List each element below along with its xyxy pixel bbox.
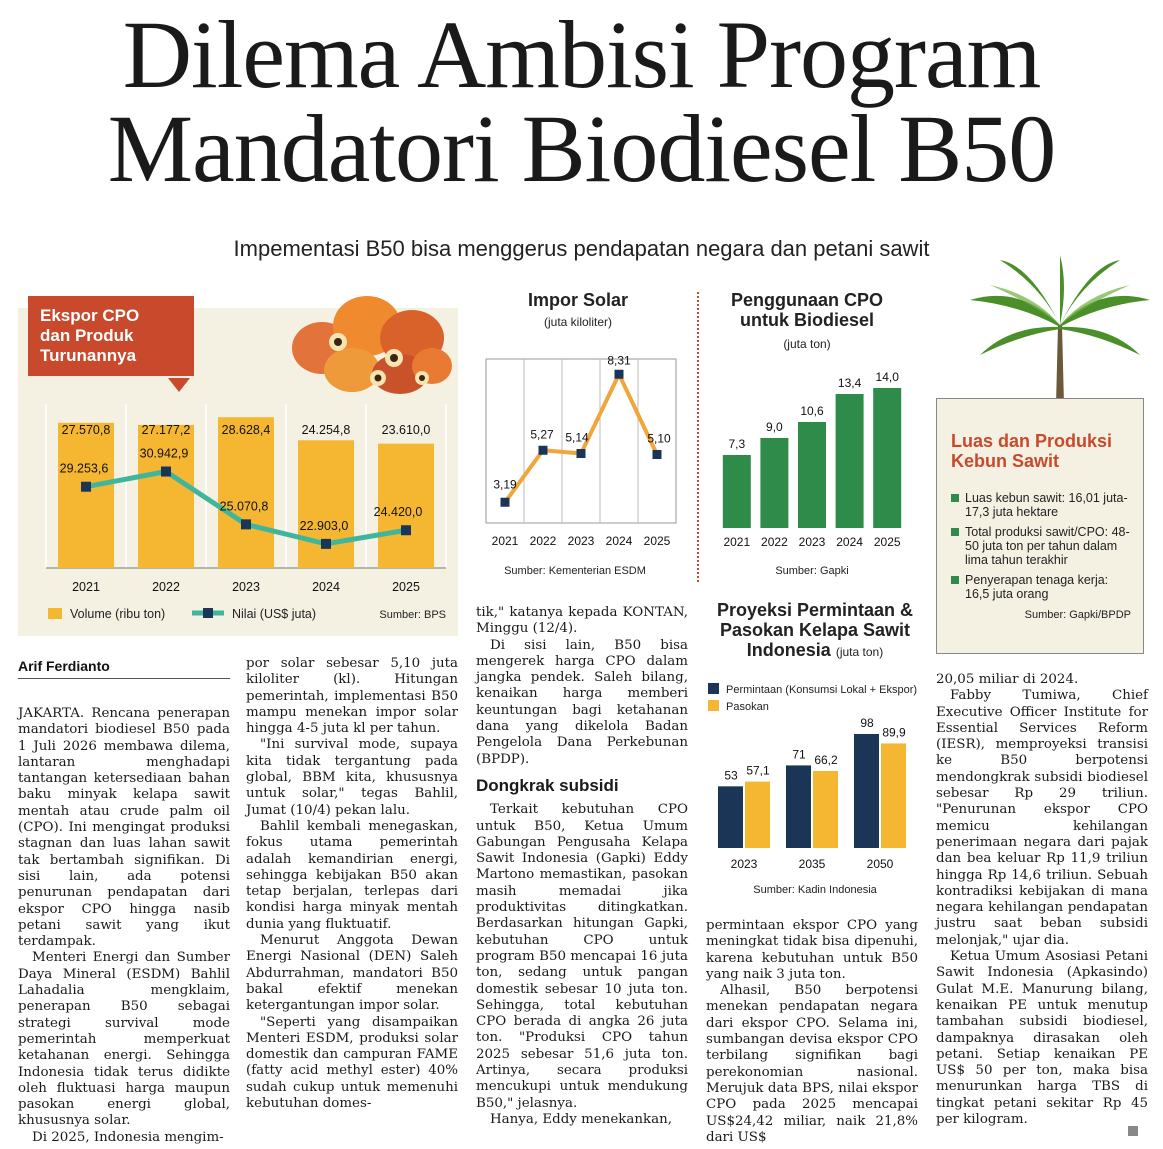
cpo-usage-chart	[712, 360, 912, 555]
legend-marker-value	[203, 608, 213, 618]
section-subheading: Dongkrak subsidi	[476, 775, 619, 795]
end-mark-icon	[1128, 1126, 1138, 1136]
x-tick-label: 2025	[392, 580, 420, 594]
paragraph: Menteri Energi dan Sumber Daya Mineral (ESDM) Bahlil Lahadalia mengklaim, penerapan B50 sebagai strategi survival mode pemerintah memperkuat ketahanan energi. Sehingga Indonesia tidak terus didikte oleh fluktuasi harga maupun pasokan energi global, khususnya solar.	[18, 950, 230, 1129]
infobox-title-line-1: Luas dan Produksi	[951, 431, 1113, 451]
bar-supply	[745, 782, 770, 848]
headline-line-2: Mandatori Biodiesel B50	[107, 95, 1056, 202]
legend-label-value: Nilai (US$ juta)	[232, 607, 317, 621]
line-value-label: 3,19	[493, 477, 517, 492]
bar	[798, 422, 826, 528]
chart-divider	[697, 292, 699, 582]
line-value-label: 5,10	[647, 431, 671, 446]
x-tick-label: 2024	[312, 580, 340, 594]
cpo-usage-title-line-2: untuk Biodiesel	[739, 310, 874, 330]
bar	[58, 423, 114, 568]
export-title-line-2: dan Produk	[40, 326, 134, 345]
x-tick-label: 2024	[605, 534, 633, 548]
infobox-title-line-2: Kebun Sawit	[951, 451, 1060, 471]
bar-value-label: 23.610,0	[381, 423, 431, 437]
infobox-source: Sumber: Gapki/BPDP	[1024, 609, 1131, 621]
legend-label-volume: Volume (ribu ton)	[70, 607, 166, 621]
line-marker	[615, 370, 624, 379]
headline-line-1: Dilema Ambisi Program	[122, 1, 1041, 108]
article-column-3	[476, 605, 688, 1128]
bar-value-label: 89,9	[882, 725, 906, 740]
projection-chart-source: Sumber: Kadin Indonesia	[753, 884, 877, 896]
solar-chart-title: Impor Solar	[527, 290, 629, 310]
x-tick-label: 2023	[567, 534, 595, 548]
x-tick-label: 2024	[836, 535, 863, 549]
bar-value-label: 27.177,2	[141, 423, 191, 437]
infobox-title	[951, 431, 1131, 471]
cpo-usage-title-line-1: Penggunaan CPO	[730, 290, 883, 310]
line-value-label: 5,14	[565, 430, 589, 445]
line-value-label: 25.070,8	[219, 499, 269, 514]
projection-chart-unit: (juta ton)	[835, 645, 884, 659]
line-marker	[577, 449, 586, 458]
line-marker	[653, 450, 662, 459]
paragraph: Bahlil kembali menegaskan, fokus utama pemerintah adalah kemandirian energi, sehingga kebijakan B50 akan tetap berjalan, terlepas dari kondisi harga minyak mentah dunia yang fluktuatif.	[246, 818, 458, 932]
article-column-4	[706, 918, 918, 1146]
x-tick-label: 2022	[761, 535, 788, 549]
line-value-label: 22.903,0	[299, 518, 349, 533]
paragraph: JAKARTA. Rencana penerapan mandatori biodiesel B50 pada 1 Juli 2026 membawa dilema, lantaran menghadapi tantangan ketersediaan bahan baku minyak kelapa sawit mentah atau crude palm oil (CPO). Ini mengingat produksi stagnan dan luas lahan sawit tak bertambah signifikan. Di sisi lain, ada potensi penurunan pendapatan dari ekspor CPO hingga nasib petani sawit yang ikut terdampak.	[18, 706, 230, 950]
x-tick-label: 2025	[643, 534, 671, 548]
line-value-label: 24.420,0	[373, 505, 423, 520]
x-tick-label: 2023	[798, 535, 826, 549]
bar-value-label: 53	[724, 768, 738, 783]
palm-tree-illustration	[960, 255, 1160, 405]
bar	[873, 388, 901, 528]
solar-chart	[482, 355, 682, 555]
paragraph: 20,05 miliar di 2024.	[936, 672, 1079, 687]
bar-demand	[854, 734, 879, 848]
paragraph: Fabby Tumiwa, Chief Executive Officer Institute for Essential Services Reform (IESR), memproyeksi transisi ke B50 berpotensi mendongkrak subsidi biodiesel sebesar Rp 29 triliun. "Penurunan ekspor CPO memicu kehilangan penerimaan negara dari pajak dan bea keluar Rp 11,9 triliun hingga Rp 14,6 triliun. Sebuah kontradiksi kebijakan di mana negara kehilangan pendapatan justru saat beban subsidi melonjak," ujar dia.	[936, 688, 1148, 948]
bar-value-label: 27.570,8	[61, 423, 111, 437]
cpo-usage-chart-title	[712, 290, 902, 330]
line-marker	[241, 519, 251, 529]
bar	[836, 394, 864, 528]
paragraph: tik," katanya kepada KONTAN, Minggu (12/4).	[476, 605, 688, 637]
headline	[0, 1, 1163, 202]
legend-label-supply: Pasokan	[726, 701, 769, 713]
bar	[760, 438, 788, 528]
x-tick-label: 2023	[730, 857, 758, 871]
export-title-line-3: Turunannya	[40, 346, 137, 365]
chart-source: Sumber: BPS	[379, 609, 446, 621]
line-marker	[401, 525, 411, 535]
projection-title-line-2: Pasokan Kelapa Sawit	[719, 620, 911, 640]
byline: Arif Ferdianto	[18, 658, 110, 674]
paragraph: Menurut Anggota Dewan Energi Nasional (DEN) Saleh Abdurrahman, mandatori B50 bakal efektif menekan ketergantungan impor solar.	[246, 933, 458, 1014]
bar-value-label: 28.628,4	[221, 423, 271, 437]
line-value-label: 5,27	[530, 427, 554, 442]
x-tick-label: 2022	[529, 534, 557, 548]
cpo-usage-chart-source: Sumber: Gapki	[775, 565, 849, 577]
bar-value-label: 10,6	[800, 404, 824, 418]
paragraph: permintaan ekspor CPO yang meningkat tidak bisa dipenuhi, karena kebutuhan untuk B50 yang naik 3 juta ton.	[706, 918, 918, 982]
legend-label-demand: Permintaan (Konsumsi Lokal + Ekspor)	[726, 684, 918, 696]
x-tick-label: 2025	[873, 535, 901, 549]
paragraph: Ketua Umum Asosiasi Petani Sawit Indonesia (Apkasindo) Gulat M.E. Manurung bilang, kenaikan PE untuk menutup tambahan subsidi biodiesel, dampaknya dirasakan oleh petani. Setiap kenaikan PE US$ 50 per ton, maka bisa menurunkan harga TBS di tingkat petani sekitar Rp 45 per kilogram.	[936, 949, 1148, 1128]
x-tick-label: 2022	[152, 580, 180, 594]
bar-demand	[786, 765, 811, 848]
line-value-label: 30.942,9	[139, 446, 189, 461]
paragraph: Alhasil, B50 berpotensi menekan pendapatan negara dari ekspor CPO. Selama ini, sumbangan devisa ekspor CPO terbilang signifikan bagi perekonomian nasional. Merujuk data BPS, nilai ekspor CPO pada 2025 mencapai US$24,42 miliar, naik 21,8% dari US$	[706, 983, 918, 1145]
export-chart-title	[28, 296, 194, 376]
line-marker	[501, 498, 510, 507]
export-title-pointer	[168, 378, 190, 392]
projection-title-line-3: Indonesia	[746, 640, 831, 660]
bar-value-label: 57,1	[746, 763, 770, 778]
bar-supply	[813, 771, 838, 848]
x-tick-label: 2035	[798, 857, 826, 871]
x-tick-label: 2050	[866, 857, 894, 871]
line-value-label: 29.253,6	[59, 461, 109, 476]
projection-chart	[700, 676, 930, 906]
legend-swatch-demand	[708, 683, 719, 694]
x-tick-label: 2021	[491, 534, 519, 548]
bar-value-label: 14,0	[875, 370, 899, 384]
article-column-2	[246, 656, 458, 1112]
bar-value-label: 66,2	[814, 752, 838, 767]
paragraph: Di 2025, Indonesia mengim-	[32, 1129, 224, 1145]
bar-value-label: 7,3	[728, 437, 746, 451]
infobox-item-text: Luas kebun sawit: 16,01 juta-17,3 juta hektare	[965, 491, 1128, 519]
bullet-icon	[951, 494, 959, 502]
paragraph: "Ini survival mode, supaya kita tidak tergantung pada global, BBM kita, khususnya untuk solar," tegas Bahlil, Jumat (10/4) pekan lalu.	[246, 737, 458, 818]
projection-title-line-1: Proyeksi Permintaan &	[716, 600, 914, 620]
bullet-icon	[951, 576, 959, 584]
infobox-item	[951, 525, 1131, 567]
paragraph: Di sisi lain, B50 bisa mengerek harga CPO dalam jangka pendek. Saleh bilang, kenaikan harga memberi keuntungan bagi ketahanan dana yang dikelola Badan Pengelola Dana Perkebunan (BPDP).	[476, 637, 688, 767]
bar-supply	[881, 743, 906, 848]
line-marker	[321, 539, 331, 549]
export-title-line-1: Ekspor CPO	[40, 306, 140, 325]
line-marker	[539, 446, 548, 455]
line-marker	[161, 467, 171, 477]
bar-value-label: 71	[792, 747, 806, 762]
x-tick-label: 2021	[723, 535, 751, 549]
legend-swatch-volume	[48, 608, 62, 619]
infobox-item	[951, 573, 1131, 601]
article-column-5	[936, 672, 1148, 1128]
bullet-icon	[951, 528, 959, 536]
palm-fruit-illustration	[282, 278, 462, 396]
solar-chart-source: Sumber: Kementerian ESDM	[504, 565, 646, 577]
x-tick-label: 2021	[72, 580, 100, 594]
byline-rule	[18, 678, 230, 679]
paragraph: "Seperti yang disampaikan Menteri ESDM, produksi solar domestik dan campuran FAME (fatty acid methyl ester) 40% sudah cukup untuk memenuhi kebutuhan domes-	[246, 1014, 458, 1112]
line-value-label: 8,31	[607, 355, 631, 368]
infobox-list	[951, 491, 1131, 601]
paragraph: Terkait kebutuhan CPO untuk B50, Ketua Umum Gabungan Pengusaha Kelapa Sawit Indonesia (Gapki) Eddy Martono memastikan, pasokan masih memadai jika produktivitas ditingkatkan. Berdasarkan hitungan Gapki, kebutuhan CPO untuk program B50 mencapai 16 juta ton, sedang untuk pangan domestik sebesar 10 juta ton. Sehingga, total kebutuhan CPO berada di angka 26 juta ton. "Produksi CPO tahun 2025 sebesar 51,6 juta ton. Artinya, secara produksi mencukupi untuk mendukung B50," jelasnya.	[476, 802, 688, 1111]
paragraph: por solar sebesar 5,10 juta kiloliter (kl). Hitungan pemerintah, implementasi B50 mampu menekan impor solar hingga 4-5 juta kl per tahun.	[246, 656, 458, 737]
infobox-item-text: Total produksi sawit/CPO: 48-50 juta ton per tahun dalam lima tahun terakhir	[965, 525, 1130, 567]
bar-demand	[718, 786, 743, 848]
infobox-item	[951, 491, 1131, 519]
bar-value-label: 98	[860, 716, 874, 730]
paragraph: Hanya, Eddy menekankan,	[490, 1111, 672, 1127]
bar-value-label: 13,4	[837, 376, 862, 390]
bar	[218, 417, 274, 568]
article-column-1	[18, 706, 230, 1146]
line-marker	[81, 482, 91, 492]
export-chart	[18, 396, 458, 636]
plantation-infobox	[936, 398, 1144, 654]
bar	[723, 455, 751, 528]
subheadline: Impementasi B50 bisa menggerus pendapatan negara dan petani sawit	[233, 236, 930, 261]
solar-chart-unit: (juta kiloliter)	[543, 315, 612, 329]
x-tick-label: 2023	[232, 580, 260, 594]
infobox-item-text: Penyerapan tenaga kerja: 16,5 juta orang	[965, 573, 1109, 601]
bar-value-label: 9,0	[766, 420, 783, 434]
projection-chart-title	[700, 600, 930, 662]
bar-value-label: 24.254,8	[301, 423, 351, 437]
legend-swatch-supply	[708, 700, 719, 711]
cpo-usage-chart-unit: (juta ton)	[783, 337, 831, 351]
